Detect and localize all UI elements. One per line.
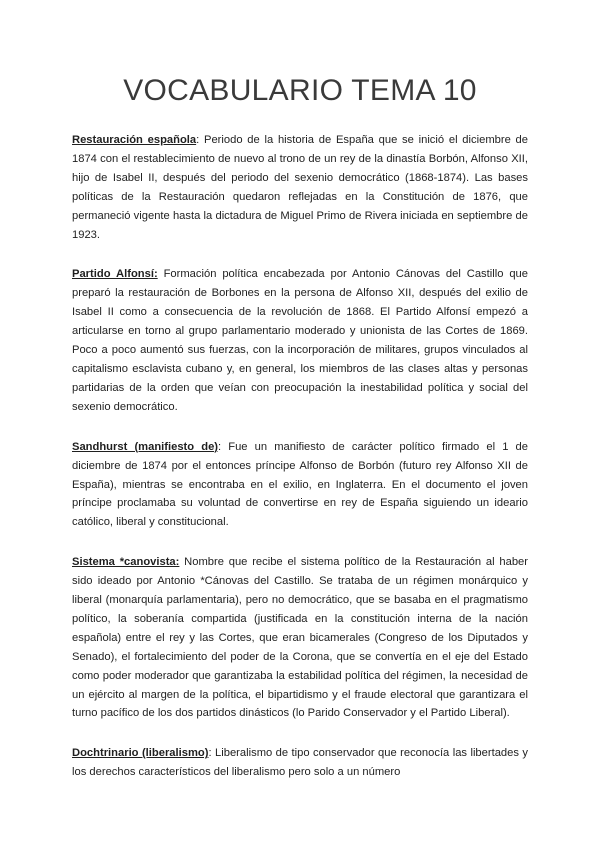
entry-separator: : bbox=[196, 134, 204, 146]
entry-definition: Nombre que recibe el sistema político de la Restauración al haber sido ideado por Antonio *Cánovas del Castillo. Se trataba de un régimen monárquico y liberal (monarquía parlamentaria), pero no democrático, que se basaba en el pragmatismo político, la soberanía compartida (justificada en la constitución interna de la nación española) entre el rey y las Cortes, que eran bicamerales (Congreso de los Diputados y Senado), el fortalecimiento del poder de la Corona, que se convertía en el eje del Estado como poder moderador que garantizaba la estabilidad política del régimen, la necesidad de un ejército al margen de la política, el bipartidismo y el fraude electoral que garantizara el turno pacífico de los dos partidos dinásticos (lo Parido Conservador y el Partido Liberal). bbox=[72, 556, 528, 720]
entry-definition: Liberalismo de tipo conservador que reconocía las libertades y los derechos característicos del liberalismo pero solo a un número bbox=[72, 747, 528, 779]
entry-definition: Periodo de la historia de España que se inició el diciembre de 1874 con el restablecimiento de nuevo al trono de un rey de la dinastía Borbón, Alfonso XII, hijo de Isabel II, después del periodo del sexenio democrático (1868-1874). Las bases políticas de la Restauración quedaron reflejadas en la Constitución de 1876, que permaneció vigente hasta la dictadura de Miguel Primo de Rivera iniciada en septiembre de 1923. bbox=[72, 134, 528, 241]
vocabulary-entry bbox=[72, 265, 528, 416]
entry-separator: : bbox=[208, 747, 216, 760]
vocabulary-entry bbox=[72, 553, 528, 723]
vocabulary-entry bbox=[72, 438, 528, 533]
vocabulary-entry bbox=[72, 744, 528, 782]
entry-definition: Fue un manifiesto de carácter político firmado el 1 de diciembre de 1874 por el entonces príncipe Alfonso de Borbón (futuro rey Alfonso XII de España), mientras se encontraba en el exilio, en Inglaterra. En el documento el joven príncipe proclamaba su voluntad de convertirse en rey de España siguiendo un ideario católico, liberal y constitucional. bbox=[72, 440, 528, 529]
vocabulary-list bbox=[72, 122, 528, 782]
entry-term: Dochtrinario (liberalismo) bbox=[72, 747, 209, 760]
entry-separator: : bbox=[218, 440, 229, 453]
entry-term: Sistema *canovista: bbox=[72, 556, 180, 569]
entry-term: Restauración española bbox=[72, 134, 197, 146]
entry-term: Partido Alfonsí: bbox=[72, 268, 158, 281]
vocabulary-entry bbox=[72, 131, 528, 244]
entry-term: Sandhurst (manifiesto de) bbox=[72, 440, 219, 453]
entry-definition: Formación política encabezada por Antonio Cánovas del Castillo que preparó la restauración de Borbones en la persona de Alfonso XII, después del exilio de Isabel II como a consecuencia de la revolución de 1868. El Partido Alfonsí empezó a articularse en torno al grupo parlamentario moderado y unionista de las Cortes de 1869. Poco a poco aumentó sus fuerzas, con la incorporación de militares, grupos vinculados al capitalismo esclavista cubano y, en general, los miembros de las clases altas y personas partidarias de la orden que veían con preocupación la inestabilidad política y social del sexenio democrático. bbox=[72, 268, 528, 413]
page-title: VOCABULARIO TEMA 10 bbox=[123, 74, 477, 107]
